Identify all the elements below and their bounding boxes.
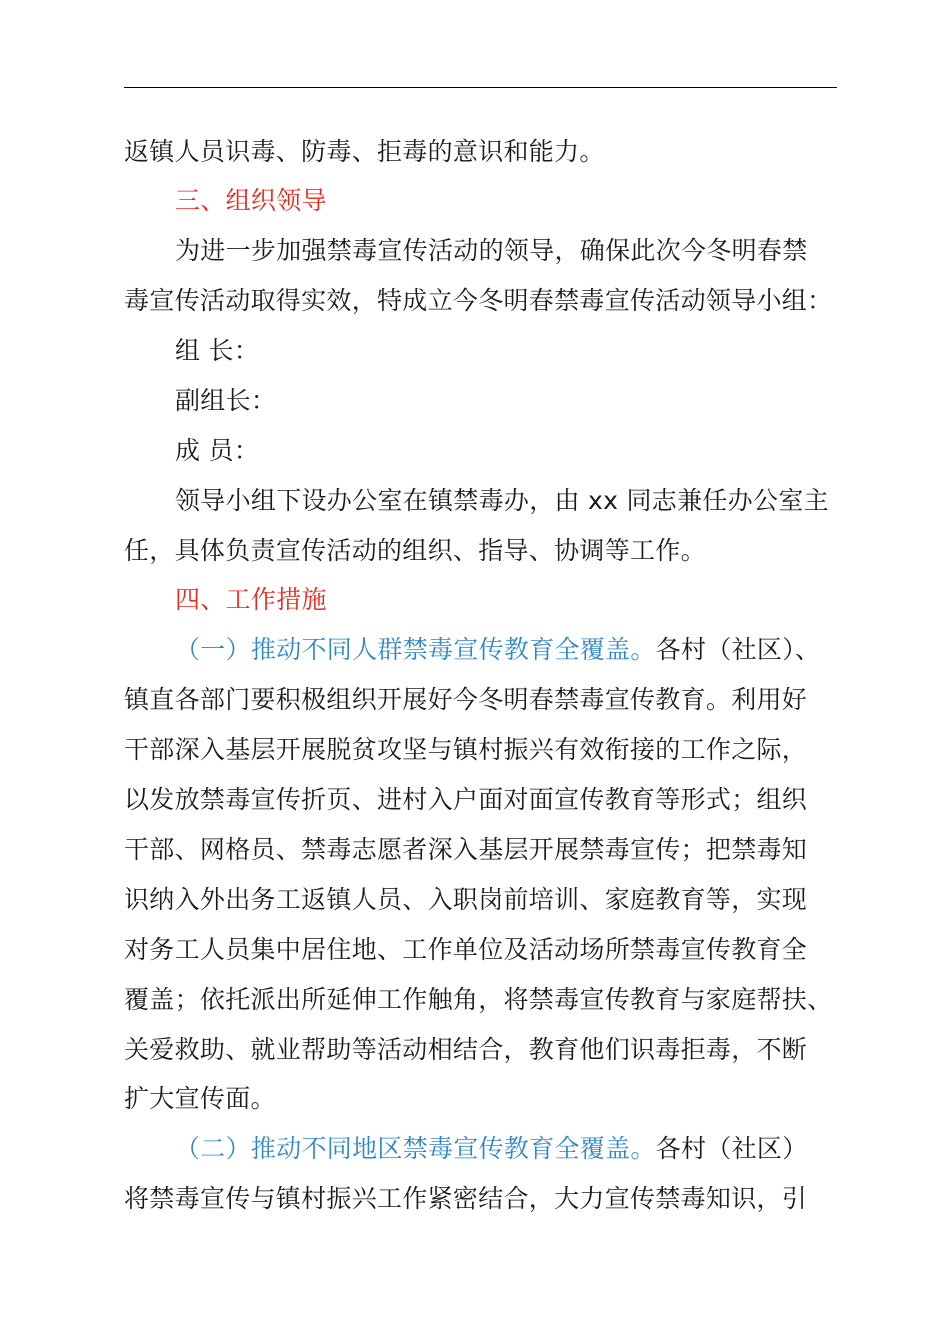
body-line: 扩大宣传面。	[124, 1084, 276, 1113]
body-line: 识纳入外出务工返镇人员、入职岗前培训、家庭教育等，实现	[124, 885, 808, 914]
body-line: 领导小组下设办公室在镇禁毒办，由 xx 同志兼任办公室主	[175, 486, 829, 515]
role-member: 成 员：	[175, 436, 260, 465]
section-heading-organization: 三、组织领导	[175, 186, 327, 215]
body-text: 各村（社区）、	[655, 635, 821, 664]
paragraph-line	[175, 1133, 837, 1165]
body-line: 镇直各部门要积极组织开展好今冬明春禁毒宣传教育。利用好	[124, 685, 808, 714]
body-line: 以发放禁毒宣传折页、进村入户面对面宣传教育等形式；组织	[124, 785, 808, 814]
body-line: 将禁毒宣传与镇村振兴工作紧密结合，大力宣传禁毒知识，引	[124, 1184, 808, 1213]
body-line: 干部、网格员、禁毒志愿者深入基层开展禁毒宣传；把禁毒知	[124, 835, 808, 864]
role-deputy-leader: 副组长：	[175, 386, 277, 415]
body-line: 毒宣传活动取得实效，特成立今冬明春禁毒宣传活动领导小组：	[124, 286, 833, 315]
body-line: 为进一步加强禁毒宣传活动的领导，确保此次今冬明春禁	[175, 236, 808, 265]
body-line: 干部深入基层开展脱贫攻坚与镇村振兴有效衔接的工作之际，	[124, 735, 808, 764]
body-line: 覆盖；依托派出所延伸工作触角，将禁毒宣传教育与家庭帮扶、	[124, 985, 833, 1014]
paragraph-line	[175, 634, 837, 666]
body-line: 任，具体负责宣传活动的组织、指导、协调等工作。	[124, 536, 706, 565]
body-line: 关爱救助、就业帮助等活动相结合，教育他们识毒拒毒，不断	[124, 1035, 808, 1064]
subheading-item-2: （二）推动不同地区禁毒宣传教育全覆盖。	[175, 1134, 656, 1163]
body-line: 对务工人员集中居住地、工作单位及活动场所禁毒宣传教育全	[124, 935, 808, 964]
header-rule	[124, 87, 837, 88]
body-line: 返镇人员识毒、防毒、拒毒的意识和能力。	[124, 137, 605, 166]
section-heading-measures: 四、工作措施	[175, 585, 327, 614]
role-leader: 组 长：	[175, 336, 260, 365]
subheading-item-1: （一）推动不同人群禁毒宣传教育全覆盖。	[175, 635, 656, 664]
body-text: 各村（社区）	[655, 1134, 808, 1163]
